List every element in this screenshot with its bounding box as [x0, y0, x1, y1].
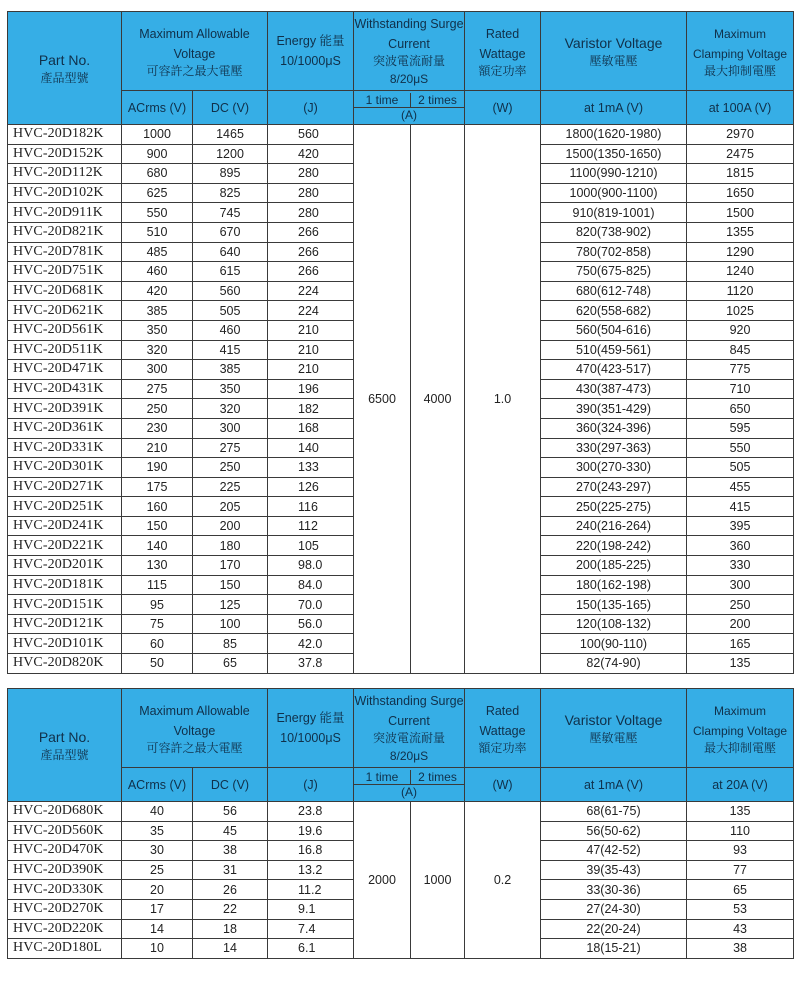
- acrms-cell: 485: [122, 242, 193, 262]
- dc-cell: 350: [193, 379, 268, 399]
- clamping-voltage-cell: 360: [687, 536, 794, 556]
- energy-cell: 210: [268, 340, 354, 360]
- energy-cell: 266: [268, 262, 354, 282]
- varistor-voltage-header: Varistor Voltage 壓敏電壓: [541, 12, 687, 91]
- dc-cell: 18: [193, 919, 268, 939]
- dc-cell: 205: [193, 497, 268, 517]
- dc-cell: 670: [193, 222, 268, 242]
- acrms-cell: 75: [122, 614, 193, 634]
- rated-wattage-header: Rated Wattage 額定功率: [465, 12, 541, 91]
- surge-1time-label: 1 time: [354, 93, 411, 107]
- acrms-cell: 14: [122, 919, 193, 939]
- acrms-cell: 900: [122, 144, 193, 164]
- dc-cell: 225: [193, 477, 268, 497]
- energy-cell: 126: [268, 477, 354, 497]
- varistor-voltage-cell: 330(297-363): [541, 438, 687, 458]
- unit-clamp: at 100A (V): [687, 91, 794, 125]
- part-number-cell: HVC-20D270K: [8, 899, 122, 919]
- energy-cell: 23.8: [268, 802, 354, 822]
- dc-cell: 505: [193, 301, 268, 321]
- acrms-cell: 250: [122, 399, 193, 419]
- clamping-voltage-cell: 1025: [687, 301, 794, 321]
- dc-cell: 300: [193, 418, 268, 438]
- varistor-voltage-cell: 470(423-517): [541, 360, 687, 380]
- varistor-voltage-cell: 270(243-297): [541, 477, 687, 497]
- varistor-voltage-cell: 300(270-330): [541, 458, 687, 478]
- energy-cell: 19.6: [268, 821, 354, 841]
- surge-times-cell: [354, 91, 465, 125]
- varistor-voltage-cell: 39(35-43): [541, 860, 687, 880]
- part-number-cell: HVC-20D182K: [8, 125, 122, 145]
- clamping-voltage-cell: 110: [687, 821, 794, 841]
- varistor-voltage-cell: 18(15-21): [541, 939, 687, 959]
- part-number-cell: HVC-20D151K: [8, 595, 122, 615]
- dc-cell: 150: [193, 575, 268, 595]
- varistor-voltage-header: Varistor Voltage 壓敏電壓: [541, 689, 687, 768]
- clamping-voltage-cell: 135: [687, 654, 794, 674]
- dc-cell: 26: [193, 880, 268, 900]
- part-number-cell: HVC-20D221K: [8, 536, 122, 556]
- energy-cell: 280: [268, 164, 354, 184]
- part-number-cell: HVC-20D241K: [8, 516, 122, 536]
- clamping-voltage-cell: 1355: [687, 222, 794, 242]
- part-number-cell: HVC-20D271K: [8, 477, 122, 497]
- varistor-voltage-cell: 56(50-62): [541, 821, 687, 841]
- energy-cell: 105: [268, 536, 354, 556]
- part-number-cell: HVC-20D820K: [8, 654, 122, 674]
- dc-cell: 22: [193, 899, 268, 919]
- clamping-voltage-cell: 920: [687, 320, 794, 340]
- varistor-voltage-cell: 780(702-858): [541, 242, 687, 262]
- clamping-voltage-cell: 135: [687, 802, 794, 822]
- clamping-voltage-cell: 505: [687, 458, 794, 478]
- part-number-cell: HVC-20D751K: [8, 262, 122, 282]
- part-number-cell: HVC-20D112K: [8, 164, 122, 184]
- acrms-cell: 1000: [122, 125, 193, 145]
- varistor-voltage-cell: 1500(1350-1650): [541, 144, 687, 164]
- dc-cell: 615: [193, 262, 268, 282]
- clamping-voltage-cell: 43: [687, 919, 794, 939]
- acrms-cell: 160: [122, 497, 193, 517]
- energy-cell: 266: [268, 242, 354, 262]
- acrms-cell: 275: [122, 379, 193, 399]
- dc-cell: 170: [193, 556, 268, 576]
- clamping-voltage-cell: 93: [687, 841, 794, 861]
- part-number-cell: HVC-20D361K: [8, 418, 122, 438]
- part-number-cell: HVC-20D121K: [8, 614, 122, 634]
- acrms-cell: 350: [122, 320, 193, 340]
- part-number-cell: HVC-20D821K: [8, 222, 122, 242]
- dc-cell: 200: [193, 516, 268, 536]
- surge-1time-value: 6500: [354, 125, 411, 674]
- surge-current-header: Withstanding Surge Current 突波電流耐量 8/20μS: [354, 12, 465, 91]
- energy-header: Energy 能量 10/1000μS: [268, 689, 354, 768]
- clamping-voltage-cell: 1650: [687, 183, 794, 203]
- rated-wattage-header: Rated Wattage 額定功率: [465, 689, 541, 768]
- varistor-voltage-cell: 750(675-825): [541, 262, 687, 282]
- energy-cell: 112: [268, 516, 354, 536]
- dc-cell: 31: [193, 860, 268, 880]
- acrms-cell: 25: [122, 860, 193, 880]
- surge-1time-label: 1 time: [354, 770, 411, 784]
- table-1-body: [8, 125, 794, 674]
- dc-cell: 125: [193, 595, 268, 615]
- dc-cell: 250: [193, 458, 268, 478]
- part-number-cell: HVC-20D331K: [8, 438, 122, 458]
- part-number-cell: HVC-20D561K: [8, 320, 122, 340]
- varistor-voltage-cell: 47(42-52): [541, 841, 687, 861]
- clamping-voltage-cell: 165: [687, 634, 794, 654]
- clamping-voltage-cell: 395: [687, 516, 794, 536]
- energy-cell: 280: [268, 183, 354, 203]
- varistor-voltage-cell: 820(738-902): [541, 222, 687, 242]
- part-number-cell: HVC-20D390K: [8, 860, 122, 880]
- energy-cell: 196: [268, 379, 354, 399]
- clamping-voltage-cell: 710: [687, 379, 794, 399]
- acrms-cell: 680: [122, 164, 193, 184]
- energy-cell: 182: [268, 399, 354, 419]
- clamping-voltage-cell: 1500: [687, 203, 794, 223]
- varistor-voltage-cell: 510(459-561): [541, 340, 687, 360]
- unit-varistor: at 1mA (V): [541, 768, 687, 802]
- acrms-cell: 190: [122, 458, 193, 478]
- dc-cell: 745: [193, 203, 268, 223]
- dc-cell: 640: [193, 242, 268, 262]
- varistor-voltage-cell: 1800(1620-1980): [541, 125, 687, 145]
- varistor-voltage-cell: 100(90-110): [541, 634, 687, 654]
- acrms-cell: 50: [122, 654, 193, 674]
- energy-cell: 420: [268, 144, 354, 164]
- varistor-voltage-cell: 360(324-396): [541, 418, 687, 438]
- unit-dc: DC (V): [193, 91, 268, 125]
- part-number-cell: HVC-20D301K: [8, 458, 122, 478]
- dc-cell: 1465: [193, 125, 268, 145]
- acrms-cell: 210: [122, 438, 193, 458]
- energy-cell: 9.1: [268, 899, 354, 919]
- acrms-cell: 35: [122, 821, 193, 841]
- energy-cell: 7.4: [268, 919, 354, 939]
- dc-cell: 825: [193, 183, 268, 203]
- part-number-cell: HVC-20D102K: [8, 183, 122, 203]
- clamping-voltage-cell: 550: [687, 438, 794, 458]
- part-number-cell: HVC-20D680K: [8, 802, 122, 822]
- varistor-voltage-cell: 220(198-242): [541, 536, 687, 556]
- varistor-voltage-cell: 120(108-132): [541, 614, 687, 634]
- part-number-cell: HVC-20D251K: [8, 497, 122, 517]
- energy-cell: 116: [268, 497, 354, 517]
- acrms-cell: 550: [122, 203, 193, 223]
- energy-cell: 280: [268, 203, 354, 223]
- clamping-voltage-cell: 330: [687, 556, 794, 576]
- dc-cell: 385: [193, 360, 268, 380]
- varistor-voltage-cell: 1000(900-1100): [541, 183, 687, 203]
- varistor-voltage-cell: 680(612-748): [541, 281, 687, 301]
- dc-cell: 85: [193, 634, 268, 654]
- part-number-cell: HVC-20D180L: [8, 939, 122, 959]
- unit-varistor: at 1mA (V): [541, 91, 687, 125]
- acrms-cell: 20: [122, 880, 193, 900]
- clamping-voltage-cell: 38: [687, 939, 794, 959]
- energy-cell: 70.0: [268, 595, 354, 615]
- energy-cell: 13.2: [268, 860, 354, 880]
- energy-cell: 84.0: [268, 575, 354, 595]
- surge-2times-label: 2 times: [418, 770, 457, 784]
- varistor-voltage-cell: 27(24-30): [541, 899, 687, 919]
- varistor-voltage-cell: 1100(990-1210): [541, 164, 687, 184]
- varistor-voltage-cell: 240(216-264): [541, 516, 687, 536]
- unit-rated: (W): [465, 91, 541, 125]
- max-voltage-header: Maximum Allowable Voltage 可容許之最大電壓: [122, 689, 268, 768]
- part-number-cell: HVC-20D201K: [8, 556, 122, 576]
- clamping-voltage-cell: 595: [687, 418, 794, 438]
- energy-cell: 210: [268, 320, 354, 340]
- part-number-cell: HVC-20D781K: [8, 242, 122, 262]
- clamping-voltage-cell: 200: [687, 614, 794, 634]
- clamping-voltage-cell: 2970: [687, 125, 794, 145]
- part-no-header: Part No. 產品型號: [8, 689, 122, 802]
- acrms-cell: 140: [122, 536, 193, 556]
- part-number-cell: HVC-20D470K: [8, 841, 122, 861]
- energy-cell: 266: [268, 222, 354, 242]
- dc-cell: 895: [193, 164, 268, 184]
- part-number-cell: HVC-20D511K: [8, 340, 122, 360]
- varistor-spec-table-2: [7, 688, 794, 959]
- part-number-cell: HVC-20D471K: [8, 360, 122, 380]
- dc-cell: 100: [193, 614, 268, 634]
- varistor-voltage-cell: 620(558-682): [541, 301, 687, 321]
- clamping-voltage-cell: 650: [687, 399, 794, 419]
- energy-cell: 6.1: [268, 939, 354, 959]
- dc-cell: 65: [193, 654, 268, 674]
- part-number-cell: HVC-20D101K: [8, 634, 122, 654]
- energy-cell: 11.2: [268, 880, 354, 900]
- acrms-cell: 115: [122, 575, 193, 595]
- acrms-cell: 60: [122, 634, 193, 654]
- acrms-cell: 320: [122, 340, 193, 360]
- part-number-cell: HVC-20D330K: [8, 880, 122, 900]
- surge-times-cell: [354, 768, 465, 802]
- unit-acrms: ACrms (V): [122, 768, 193, 802]
- acrms-cell: 300: [122, 360, 193, 380]
- part-number-cell: HVC-20D181K: [8, 575, 122, 595]
- part-number-cell: HVC-20D391K: [8, 399, 122, 419]
- energy-cell: 98.0: [268, 556, 354, 576]
- varistor-voltage-cell: 430(387-473): [541, 379, 687, 399]
- varistor-voltage-cell: 68(61-75): [541, 802, 687, 822]
- acrms-cell: 130: [122, 556, 193, 576]
- part-number-cell: HVC-20D220K: [8, 919, 122, 939]
- acrms-cell: 510: [122, 222, 193, 242]
- varistor-voltage-cell: 200(185-225): [541, 556, 687, 576]
- table-2-body: [8, 802, 794, 959]
- acrms-cell: 30: [122, 841, 193, 861]
- energy-cell: 42.0: [268, 634, 354, 654]
- varistor-voltage-cell: 250(225-275): [541, 497, 687, 517]
- part-number-cell: HVC-20D560K: [8, 821, 122, 841]
- rated-wattage-value: 1.0: [465, 125, 541, 674]
- clamping-voltage-cell: 53: [687, 899, 794, 919]
- part-number-cell: HVC-20D152K: [8, 144, 122, 164]
- energy-cell: 560: [268, 125, 354, 145]
- varistor-voltage-cell: 180(162-198): [541, 575, 687, 595]
- unit-clamp: at 20A (V): [687, 768, 794, 802]
- varistor-voltage-cell: 560(504-616): [541, 320, 687, 340]
- varistor-voltage-cell: 82(74-90): [541, 654, 687, 674]
- unit-energy: (J): [268, 91, 354, 125]
- rated-wattage-value: 0.2: [465, 802, 541, 959]
- part-number-cell: HVC-20D911K: [8, 203, 122, 223]
- energy-cell: 224: [268, 301, 354, 321]
- acrms-cell: 385: [122, 301, 193, 321]
- varistor-voltage-cell: 22(20-24): [541, 919, 687, 939]
- dc-cell: 14: [193, 939, 268, 959]
- clamping-voltage-cell: 250: [687, 595, 794, 615]
- acrms-cell: 40: [122, 802, 193, 822]
- dc-cell: 1200: [193, 144, 268, 164]
- acrms-cell: 175: [122, 477, 193, 497]
- varistor-voltage-cell: 33(30-36): [541, 880, 687, 900]
- clamping-voltage-cell: 455: [687, 477, 794, 497]
- max-voltage-header: Maximum Allowable Voltage 可容許之最大電壓: [122, 12, 268, 91]
- clamping-voltage-cell: 77: [687, 860, 794, 880]
- dc-cell: 560: [193, 281, 268, 301]
- energy-cell: 56.0: [268, 614, 354, 634]
- acrms-cell: 10: [122, 939, 193, 959]
- acrms-cell: 230: [122, 418, 193, 438]
- acrms-cell: 95: [122, 595, 193, 615]
- surge-2times-label: 2 times: [418, 93, 457, 107]
- dc-cell: 275: [193, 438, 268, 458]
- acrms-cell: 17: [122, 899, 193, 919]
- clamping-voltage-cell: 1815: [687, 164, 794, 184]
- clamping-voltage-cell: 1290: [687, 242, 794, 262]
- part-number-cell: HVC-20D621K: [8, 301, 122, 321]
- dc-cell: 320: [193, 399, 268, 419]
- varistor-voltage-cell: 390(351-429): [541, 399, 687, 419]
- dc-cell: 38: [193, 841, 268, 861]
- energy-cell: 37.8: [268, 654, 354, 674]
- unit-rated: (W): [465, 768, 541, 802]
- surge-unit: (A): [401, 785, 418, 799]
- clamping-voltage-cell: 845: [687, 340, 794, 360]
- clamping-voltage-cell: 65: [687, 880, 794, 900]
- energy-cell: 168: [268, 418, 354, 438]
- energy-cell: 210: [268, 360, 354, 380]
- surge-current-header: Withstanding Surge Current 突波電流耐量 8/20μS: [354, 689, 465, 768]
- table-row: [8, 802, 794, 822]
- unit-dc: DC (V): [193, 768, 268, 802]
- acrms-cell: 460: [122, 262, 193, 282]
- acrms-cell: 625: [122, 183, 193, 203]
- surge-unit: (A): [401, 108, 418, 122]
- unit-acrms: ACrms (V): [122, 91, 193, 125]
- clamping-voltage-cell: 1120: [687, 281, 794, 301]
- dc-cell: 460: [193, 320, 268, 340]
- clamping-voltage-cell: 1240: [687, 262, 794, 282]
- dc-cell: 180: [193, 536, 268, 556]
- acrms-cell: 150: [122, 516, 193, 536]
- part-number-cell: HVC-20D431K: [8, 379, 122, 399]
- energy-cell: 224: [268, 281, 354, 301]
- surge-1time-value: 2000: [354, 802, 411, 959]
- dc-cell: 415: [193, 340, 268, 360]
- table-row: [8, 125, 794, 145]
- acrms-cell: 420: [122, 281, 193, 301]
- part-number-cell: HVC-20D681K: [8, 281, 122, 301]
- unit-energy: (J): [268, 768, 354, 802]
- clamping-voltage-cell: 2475: [687, 144, 794, 164]
- varistor-voltage-cell: 910(819-1001): [541, 203, 687, 223]
- energy-cell: 16.8: [268, 841, 354, 861]
- clamping-voltage-cell: 775: [687, 360, 794, 380]
- varistor-spec-table-1: [7, 11, 794, 674]
- energy-header: Energy 能量 10/1000μS: [268, 12, 354, 91]
- surge-2times-value: 1000: [411, 802, 465, 959]
- clamping-voltage-header: Maximum Clamping Voltage 最大抑制電壓: [687, 12, 794, 91]
- energy-cell: 140: [268, 438, 354, 458]
- clamping-voltage-cell: 300: [687, 575, 794, 595]
- dc-cell: 45: [193, 821, 268, 841]
- part-no-header: Part No. 產品型號: [8, 12, 122, 125]
- varistor-voltage-cell: 150(135-165): [541, 595, 687, 615]
- clamping-voltage-header: Maximum Clamping Voltage 最大抑制電壓: [687, 689, 794, 768]
- energy-cell: 133: [268, 458, 354, 478]
- clamping-voltage-cell: 415: [687, 497, 794, 517]
- surge-2times-value: 4000: [411, 125, 465, 674]
- dc-cell: 56: [193, 802, 268, 822]
